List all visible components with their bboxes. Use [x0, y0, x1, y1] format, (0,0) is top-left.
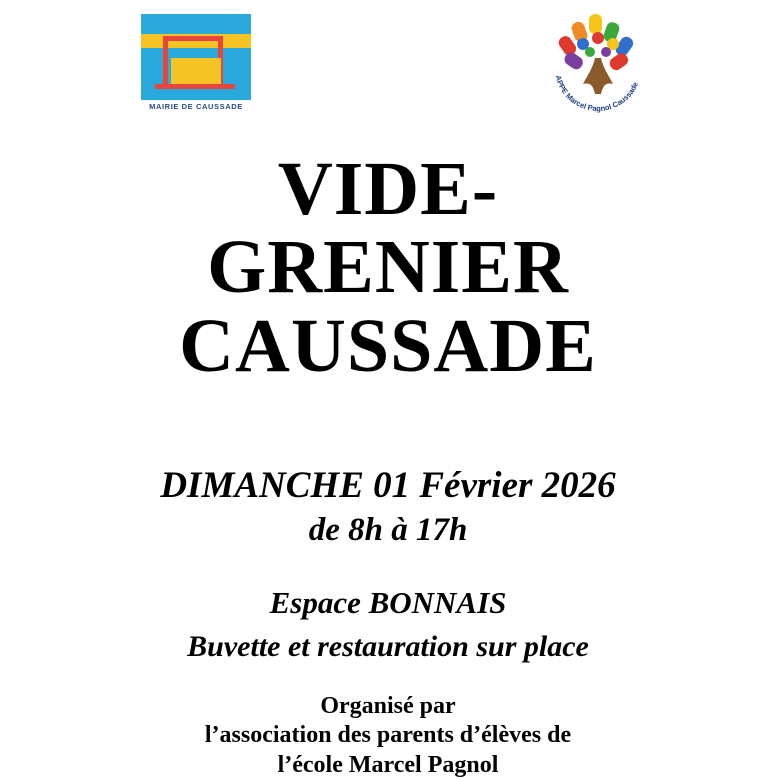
event-venue: Espace BONNAIS [269, 585, 507, 620]
mairie-de-caussade-logo [141, 14, 251, 118]
poster-title [0, 147, 776, 388]
svg-text:APPE Marcel Pagnol Caussade: APPE Marcel Pagnol Caussade [553, 74, 641, 114]
event-services: Buvette et restauration sur place [187, 630, 589, 664]
appe-marcel-pagnol-caussade-logo [543, 6, 653, 118]
event-place-block [0, 586, 776, 665]
house-fill-shape [171, 58, 221, 84]
event-date: DIMANCHE 01 Février 2026 [160, 465, 616, 506]
mairie-logo-caption: MAIRIE DE CAUSSADE [149, 102, 243, 111]
organiser-line-2: l’association des parents d’élèves de [204, 722, 572, 749]
event-hours: de 8h à 17h [308, 511, 468, 548]
appe-tree-icon [543, 6, 653, 118]
organiser-line-3: l’école Marcel Pagnol [277, 751, 499, 778]
title-line-3: CAUSSADE [179, 303, 597, 388]
organiser-line-1: Organisé par [320, 693, 456, 719]
logo-base-line [155, 84, 235, 89]
organiser-block [0, 692, 776, 780]
event-date-block [0, 466, 776, 550]
title-line-1: VIDE- [277, 147, 499, 231]
title-line-2: GRENIER [207, 225, 569, 310]
logo-row [0, 6, 776, 126]
